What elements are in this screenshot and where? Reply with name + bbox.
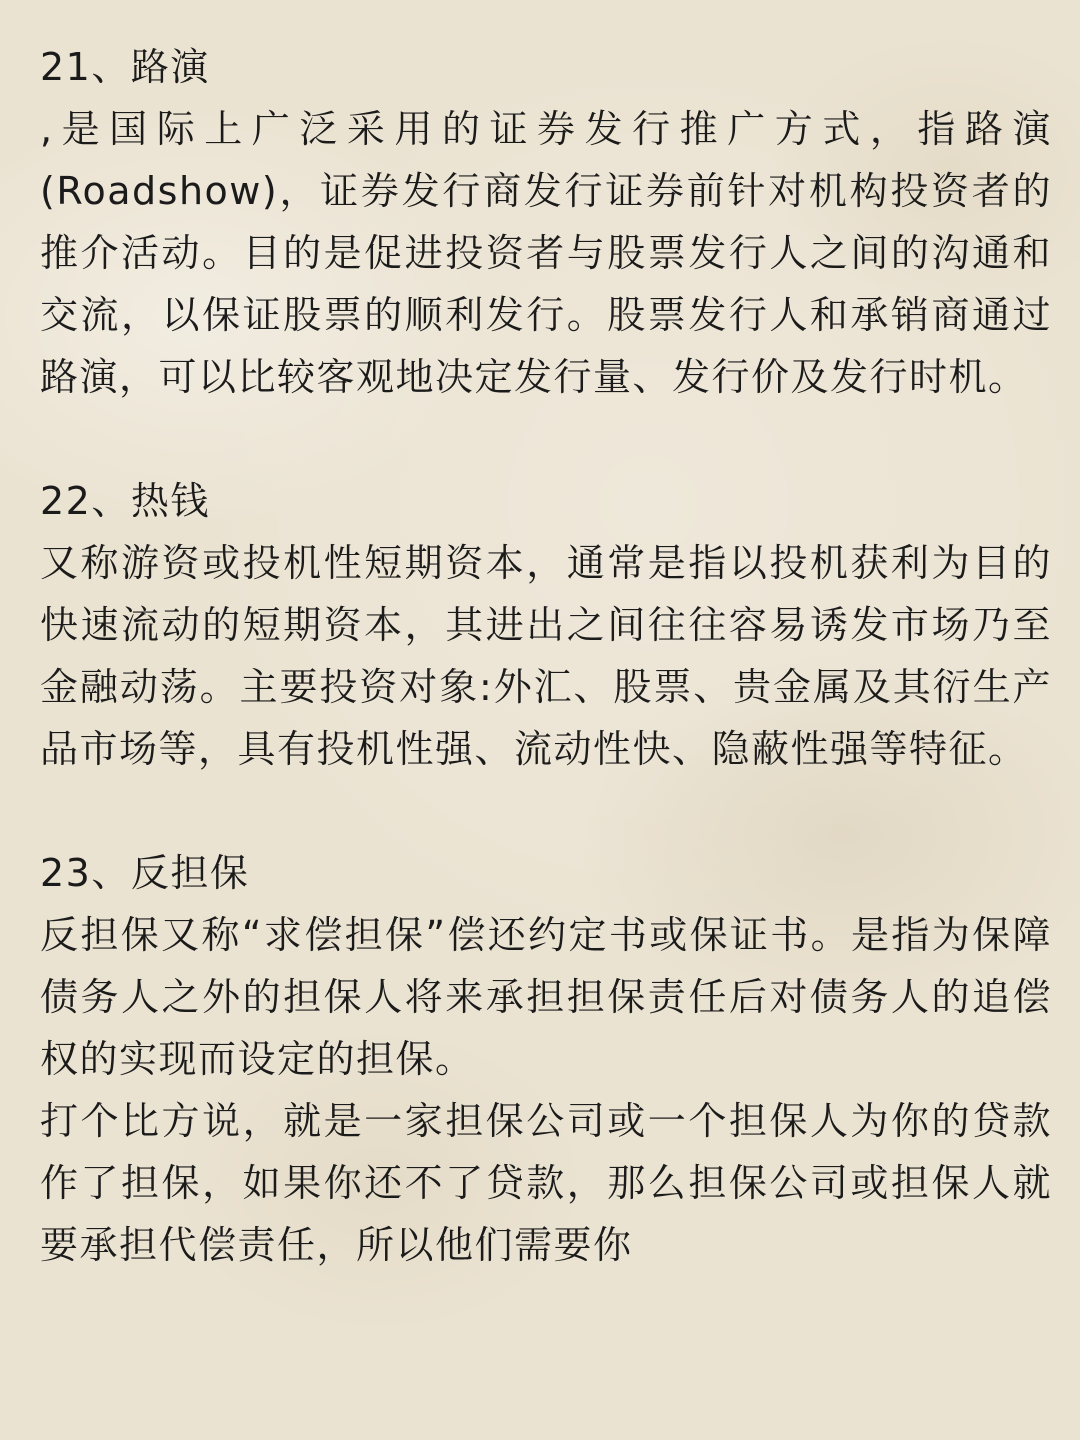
section-heading: 23、反担保 — [40, 851, 250, 895]
section-hot-money — [40, 470, 1052, 780]
section-paragraph: 反担保又称“求偿担保”偿还约定书或保证书。是指为保障债务人之外的担保人将来承担担保责任后对债务人的追偿权的实现而设定的担保。 — [40, 913, 1052, 1081]
section-roadshow — [40, 36, 1052, 408]
section-counter-guarantee — [40, 842, 1052, 1276]
section-paragraph: 打个比方说，就是一家担保公司或一个担保人为你的贷款作了担保，如果你还不了贷款，那么担保公司或担保人就要承担代偿责任，所以他们需要你 — [40, 1099, 1052, 1267]
section-heading: 22、热钱 — [40, 479, 210, 523]
section-paragraph: ,是国际上广泛采用的证券发行推广方式，指路演(Roadshow)，证券发行商发行证券前针对机构投资者的推介活动。目的是促进投资者与股票发行人之间的沟通和交流，以保证股票的顺利发行。股票发行人和承销商通过路演，可以比较客观地决定发行量、发行价及发行时机。 — [40, 107, 1052, 399]
section-paragraph: 又称游资或投机性短期资本，通常是指以投机获利为目的快速流动的短期资本，其进出之间往往容易诱发市场乃至金融动荡。主要投资对象:外汇、股票、贵金属及其衍生产品市场等，具有投机性强、流动性快、隐蔽性强等特征。 — [40, 541, 1052, 771]
document-page — [40, 36, 1052, 1276]
section-heading: 21、路演 — [40, 45, 210, 89]
